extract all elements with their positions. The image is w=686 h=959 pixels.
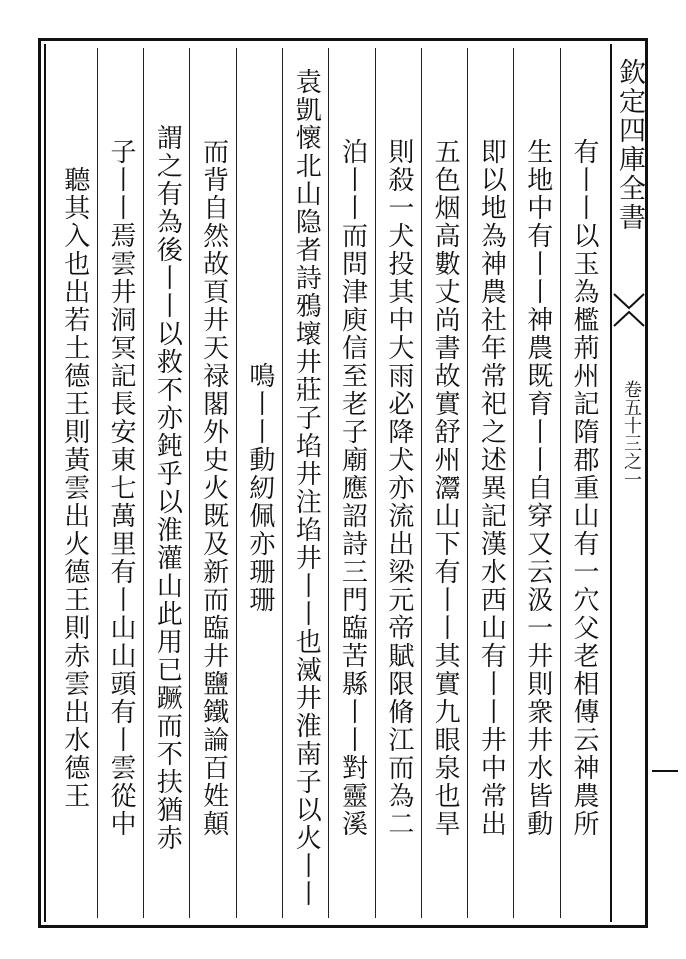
text-column-11 bbox=[97, 48, 143, 918]
text-column-9 bbox=[189, 48, 235, 918]
text-column-4 bbox=[421, 48, 467, 918]
text-column-5 bbox=[375, 48, 421, 918]
column-text: 而背自然故頁井天禄閣外史火既及新而臨井鹽鐵論百姓顛 bbox=[198, 138, 229, 838]
column-text: 泊丨丨而問津庾信至老子廟應詔詩三門臨苦縣丨丨對靈溪 bbox=[337, 138, 368, 838]
text-column-2 bbox=[513, 48, 559, 918]
column-text: 子丨丨焉雲井洞冥記長安東七萬里有丨山山頭有丨雲從中 bbox=[106, 138, 137, 838]
text-body bbox=[50, 48, 606, 918]
text-column-12 bbox=[50, 48, 96, 918]
margin-dash bbox=[652, 770, 678, 772]
text-column-6 bbox=[328, 48, 374, 918]
column-text: 則殺一犬投其中大雨必降犬亦流出梁元帝賦限脩江而為二 bbox=[383, 138, 414, 838]
text-column-3 bbox=[467, 48, 513, 918]
text-column-7 bbox=[282, 48, 328, 918]
column-text: 鳴丨丨動紉佩亦珊珊 bbox=[244, 362, 275, 614]
text-column-8 bbox=[236, 48, 282, 918]
column-text: 袁凱懷北山隐者詩鴉壞井莊子埳井注埳井丨丨也㵄井淮南子以火丨丨 bbox=[291, 68, 322, 908]
fishtail-ornament bbox=[612, 290, 646, 330]
column-text: 生地中有丨丨神農既育丨丨自穿又云汲一井則衆井水皆動 bbox=[522, 138, 553, 838]
text-column-10 bbox=[143, 48, 189, 918]
column-text: 有丨丨以玉為檻荊州記隋郡重山有一穴父老相傳云神農所 bbox=[569, 138, 599, 838]
left-border-rule bbox=[44, 44, 46, 922]
column-text: 聽其入也出若土德王則黃雲出火德王則赤雲出水德王 bbox=[59, 166, 90, 810]
column-text: 五色烟高數丈尚書故實舒州灊山下有丨丨其實九眼泉也旱 bbox=[430, 138, 461, 838]
column-text: 即以地為神農社年常祀之述異記漢水西山有丨丨井中常出 bbox=[476, 138, 507, 838]
volume-label: 卷五十三之一 bbox=[621, 380, 642, 488]
book-title: 欽定四庫全書 bbox=[614, 58, 645, 232]
text-column-1 bbox=[560, 48, 606, 918]
column-text: 謂之有為後丨丨以救不亦鈍乎以淮灌山此用已蹶而不扶猶赤 bbox=[152, 124, 183, 852]
